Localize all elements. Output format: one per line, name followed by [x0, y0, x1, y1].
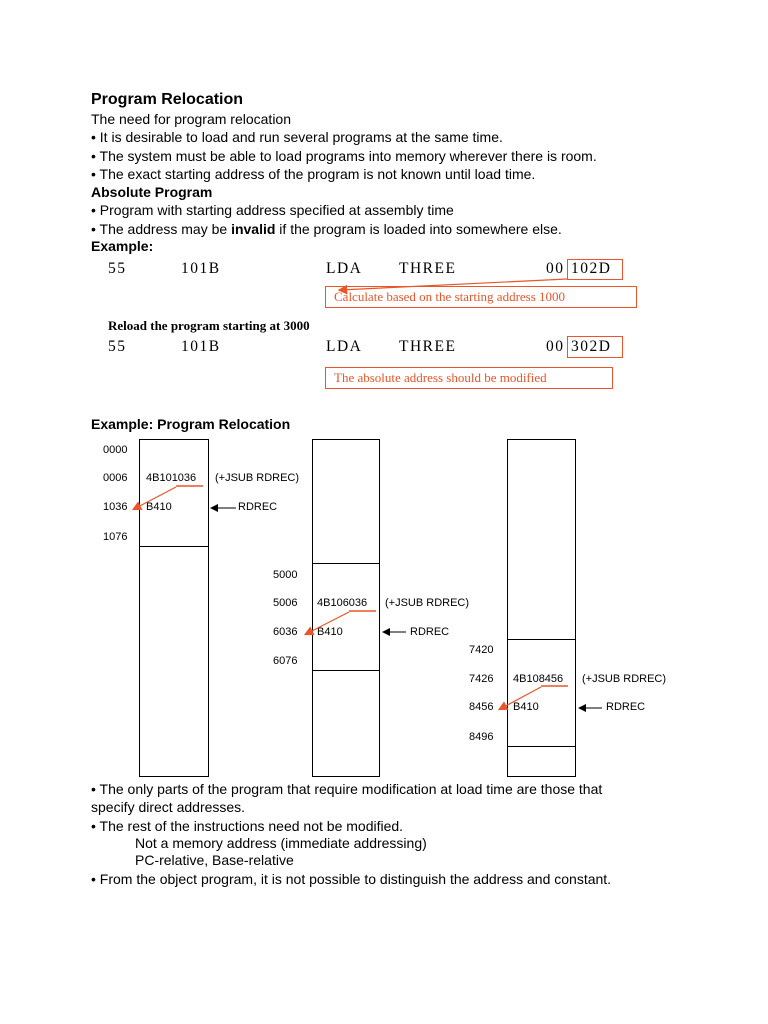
code1-operand: THREE — [399, 260, 457, 277]
need-bullet-3: • The exact starting address of the program is not known until load time. — [91, 166, 536, 182]
col1-data: B410 — [146, 501, 172, 513]
col2-data: B410 — [317, 626, 343, 638]
footer-bullet-1b: specify direct addresses. — [91, 799, 246, 815]
code2-obj-box: 302D — [571, 338, 612, 355]
need-line: The need for program relocation — [91, 111, 291, 127]
code2-obj-prefix: 00 — [546, 338, 565, 355]
footer-bullet-1a: • The only parts of the program that require modification at load time are those that — [91, 781, 603, 797]
col2-instr: 4B106036 — [317, 597, 368, 609]
col3-instr: 4B108456 — [513, 673, 564, 685]
footer-bullet-2: • The rest of the instructions need not be modified. — [91, 818, 404, 834]
col1-addr-3: 1076 — [103, 531, 128, 543]
code2-note: The absolute address should be modified — [334, 370, 547, 385]
col2-label: RDREC — [410, 626, 450, 638]
footer-bullet-3: • From the object program, it is not possible to distinguish the address and constant. — [91, 871, 612, 887]
code1-line: 55 — [108, 260, 127, 277]
code2-addr: 101B — [181, 338, 221, 355]
example-label: Example: — [91, 238, 154, 254]
reload-label: Reload the program starting at 3000 — [108, 318, 310, 333]
absolute-bullet-1: • Program with starting address specified at assembly time — [91, 202, 454, 218]
absolute-heading: Absolute Program — [91, 184, 213, 200]
col3-red-arrow — [500, 687, 541, 709]
code2-op: LDA — [326, 338, 363, 355]
code2-operand: THREE — [399, 338, 457, 355]
absolute-bullet-2-pre: • The address may be — [91, 221, 232, 237]
code1-op: LDA — [326, 260, 363, 277]
col3-comment: (+JSUB RDREC) — [582, 673, 667, 685]
col2-addr-0: 5000 — [273, 569, 298, 581]
footer-indent-2: PC-relative, Base-relative — [135, 852, 294, 868]
code1-obj-prefix: 00 — [546, 260, 565, 277]
col1-addr-2: 1036 — [103, 501, 128, 513]
code1-note: Calculate based on the starting address 1000 — [334, 289, 566, 304]
col1-comment: (+JSUB RDREC) — [215, 472, 300, 484]
col3-addr-0: 7420 — [469, 644, 494, 656]
col1-instr: 4B101036 — [146, 472, 197, 484]
col2-addr-1: 5006 — [273, 597, 298, 609]
need-bullet-1: • It is desirable to load and run several programs at the same time. — [91, 129, 503, 145]
example2-heading: Example: Program Relocation — [91, 416, 291, 432]
col1-red-arrow — [134, 487, 176, 509]
col3-addr-2: 8456 — [469, 701, 494, 713]
absolute-bullet-2-post: if the program is loaded into somewhere else. — [275, 221, 562, 237]
code2-line: 55 — [108, 338, 127, 355]
code1-arrow — [340, 279, 567, 290]
col3-label: RDREC — [606, 701, 646, 713]
col3-addr-1: 7426 — [469, 673, 494, 685]
col2-addr-3: 6076 — [273, 655, 298, 667]
col2-red-arrow — [306, 612, 349, 634]
need-bullet-2: • The system must be able to load programs into memory wherever there is room. — [91, 148, 597, 164]
page-title: Program Relocation — [91, 91, 244, 108]
footer-indent-1: Not a memory address (immediate addressing) — [135, 835, 427, 851]
col1-addr-1: 0006 — [103, 472, 128, 484]
col3-addr-3: 8496 — [469, 731, 494, 743]
col3-data: B410 — [513, 701, 539, 713]
col2-comment: (+JSUB RDREC) — [385, 597, 470, 609]
code1-obj-box: 102D — [571, 260, 612, 277]
code1-addr: 101B — [181, 260, 221, 277]
col2-addr-2: 6036 — [273, 626, 298, 638]
invalid-word: invalid — [231, 221, 276, 237]
col1-addr-0: 0000 — [103, 444, 128, 456]
col1-label: RDREC — [238, 501, 278, 513]
